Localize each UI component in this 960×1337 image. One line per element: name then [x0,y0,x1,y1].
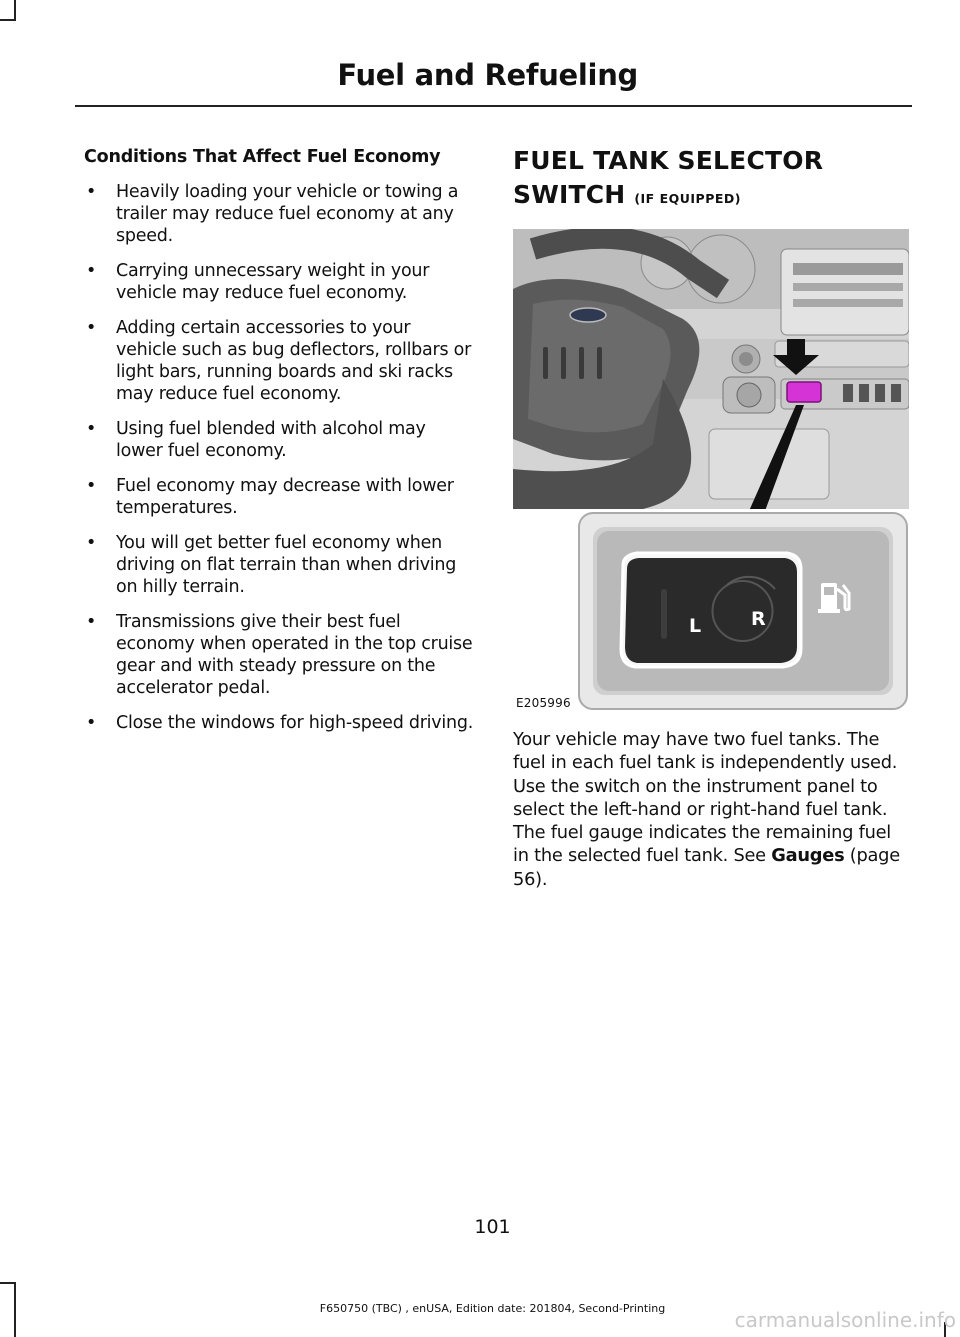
bullet-list [84,181,476,734]
right-column [513,144,913,216]
header-rule [75,105,912,107]
figure-code: E205996 [516,696,571,710]
list-item: • Carrying unnecessary weight in your vehicle may reduce fuel economy. [86,261,430,303]
left-column [84,147,476,747]
list-item: • Transmissions give their best fuel economy when operated in the top cruise gear and with steady pressure on the accelerator pedal. [86,612,473,698]
section-title: FUEL TANK SELECTOR SWITCH (IF EQUIPPED) [513,146,824,209]
page-number: 101 [474,1216,511,1238]
switch-label-left: L [689,615,702,637]
list-item: • Using fuel blended with alcohol may lower fuel economy. [86,419,426,461]
selector-switch-highlight [787,382,821,402]
section-heading: Conditions That Affect Fuel Economy [84,147,441,167]
list-item: • Fuel economy may decrease with lower temperatures. [86,476,454,518]
crop-mark [0,19,16,21]
list-item: • Adding certain accessories to your vehicle such as bug deflectors, rollbars or light bars, running boards and ski racks may reduce fuel economy. [86,318,472,404]
switch-label-right: R [751,608,766,630]
edition-footer: F650750 (TBC) , enUSA, Edition date: 201804, Second-Printing [319,1302,666,1315]
page-header-title: Fuel and Refueling [337,58,638,92]
fuel-tank-selector-illustration [513,229,909,715]
if-equipped-note: (IF EQUIPPED) [634,191,741,206]
body-paragraph: Your vehicle may have two fuel tanks. The fuel in each fuel tank is independently used. Use the switch on the instrument panel to select the left-hand or right-hand fuel tank. The fuel gauge indicates the remaining fuel in the selected fuel tank. See Gauges (page 56). [513,729,900,890]
crop-mark [14,0,16,20]
list-item: • Close the windows for high-speed driving. [86,713,474,733]
fuel-pump-icon [818,583,849,613]
crop-mark [0,1282,16,1284]
watermark: carmanualsonline.info [734,1308,956,1332]
list-item: • Heavily loading your vehicle or towing a trailer may reduce fuel economy at any speed. [86,182,459,246]
list-item: • You will get better fuel economy when driving on flat terrain than when driving on hilly terrain. [86,533,457,597]
gauges-reference-link[interactable]: Gauges [771,845,845,867]
